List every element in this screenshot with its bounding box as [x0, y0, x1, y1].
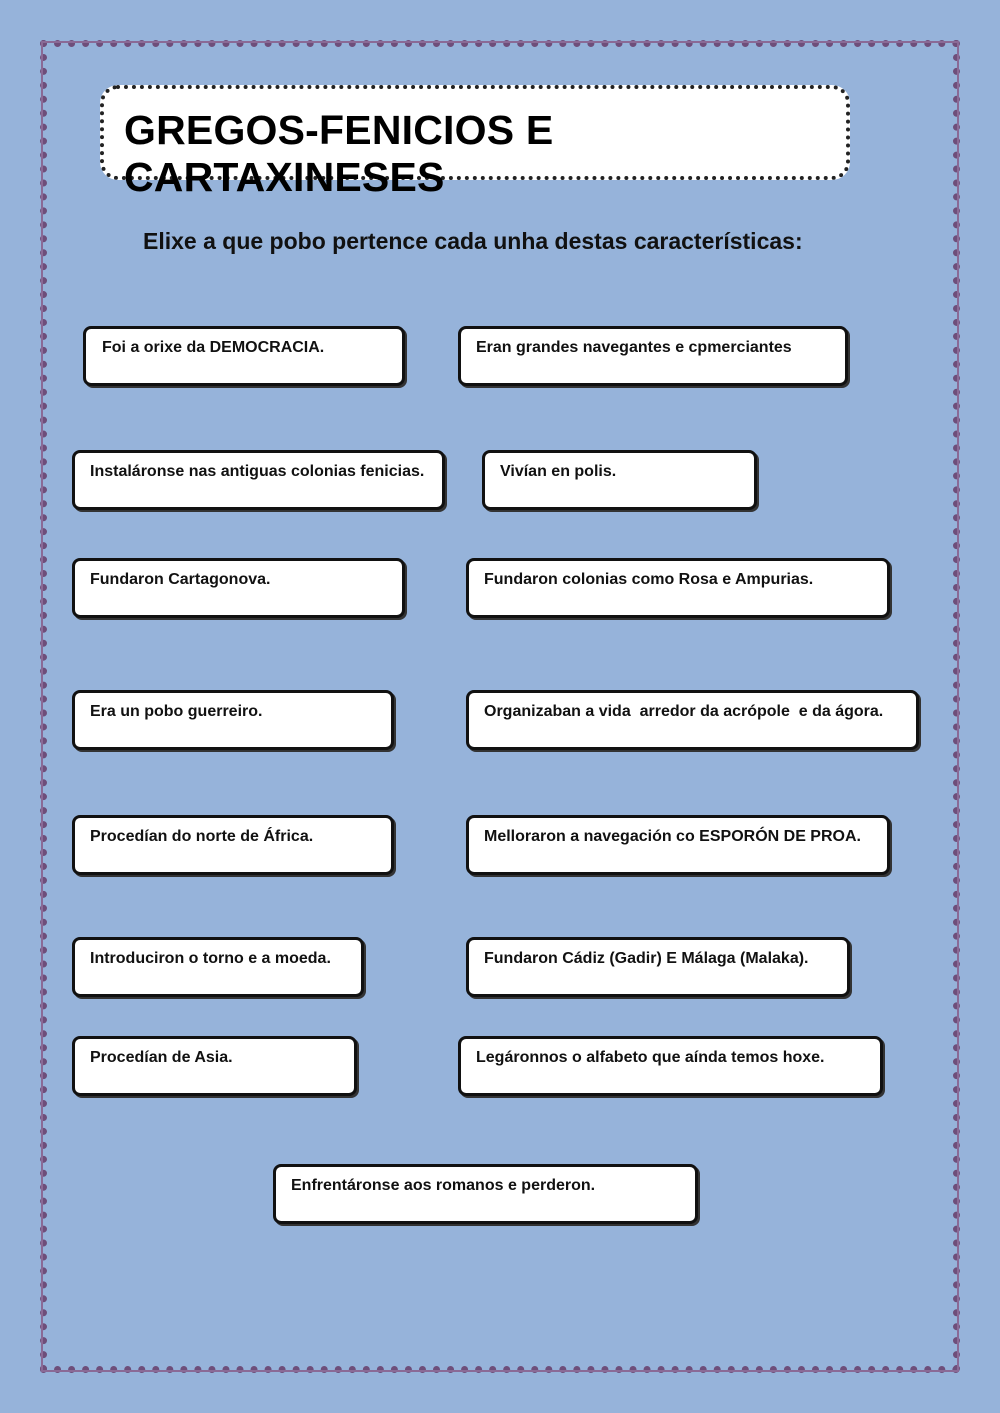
characteristic-card[interactable]	[466, 815, 890, 875]
card-label: Vivían en polis.	[500, 463, 617, 480]
card-label: Foi a orixe da DEMOCRACIA.	[102, 339, 325, 356]
characteristic-card[interactable]	[72, 815, 394, 875]
card-label: Organizaban a vida arredor da acrópole e da ágora.	[484, 703, 884, 720]
instruction-text: Elixe a que pobo pertence cada unha destas características:	[143, 228, 803, 254]
card-label: Fundaron Cádiz (Gadir) E Málaga (Malaka).	[484, 950, 809, 967]
characteristic-card[interactable]	[458, 1036, 883, 1096]
characteristic-card[interactable]	[466, 558, 890, 618]
characteristic-card[interactable]	[273, 1164, 698, 1224]
characteristic-card[interactable]	[482, 450, 757, 510]
card-label: Eran grandes navegantes e cpmerciantes	[476, 339, 792, 356]
card-label: Fundaron Cartagonova.	[90, 571, 271, 588]
characteristic-card[interactable]	[72, 450, 445, 510]
card-label: Enfrentáronse aos romanos e perderon.	[291, 1177, 596, 1194]
card-label: Era un pobo guerreiro.	[90, 703, 263, 720]
card-label: Legáronnos o alfabeto que aínda temos hoxe.	[476, 1049, 825, 1066]
characteristic-card[interactable]	[72, 937, 364, 997]
characteristic-card[interactable]	[83, 326, 405, 386]
title-box	[100, 85, 850, 200]
characteristic-card[interactable]	[72, 558, 405, 618]
card-label: Fundaron colonias como Rosa e Ampurias.	[484, 571, 814, 588]
card-label: Instaláronse nas antiguas colonias fenicias.	[90, 463, 425, 480]
characteristic-card[interactable]	[458, 326, 848, 386]
card-label: Procedían de Asia.	[90, 1049, 233, 1066]
characteristic-card[interactable]	[466, 937, 850, 997]
card-label: Introduciron o torno e a moeda.	[90, 950, 331, 967]
card-label: Procedían do norte de África.	[90, 828, 314, 845]
characteristic-card[interactable]	[72, 690, 394, 750]
card-label: Melloraron a navegación co ESPORÓN DE PROA.	[484, 828, 861, 845]
characteristic-card[interactable]	[72, 1036, 357, 1096]
characteristic-card[interactable]	[466, 690, 919, 750]
page-title: GREGOS-FENICIOS E CARTAXINESES	[124, 107, 554, 200]
